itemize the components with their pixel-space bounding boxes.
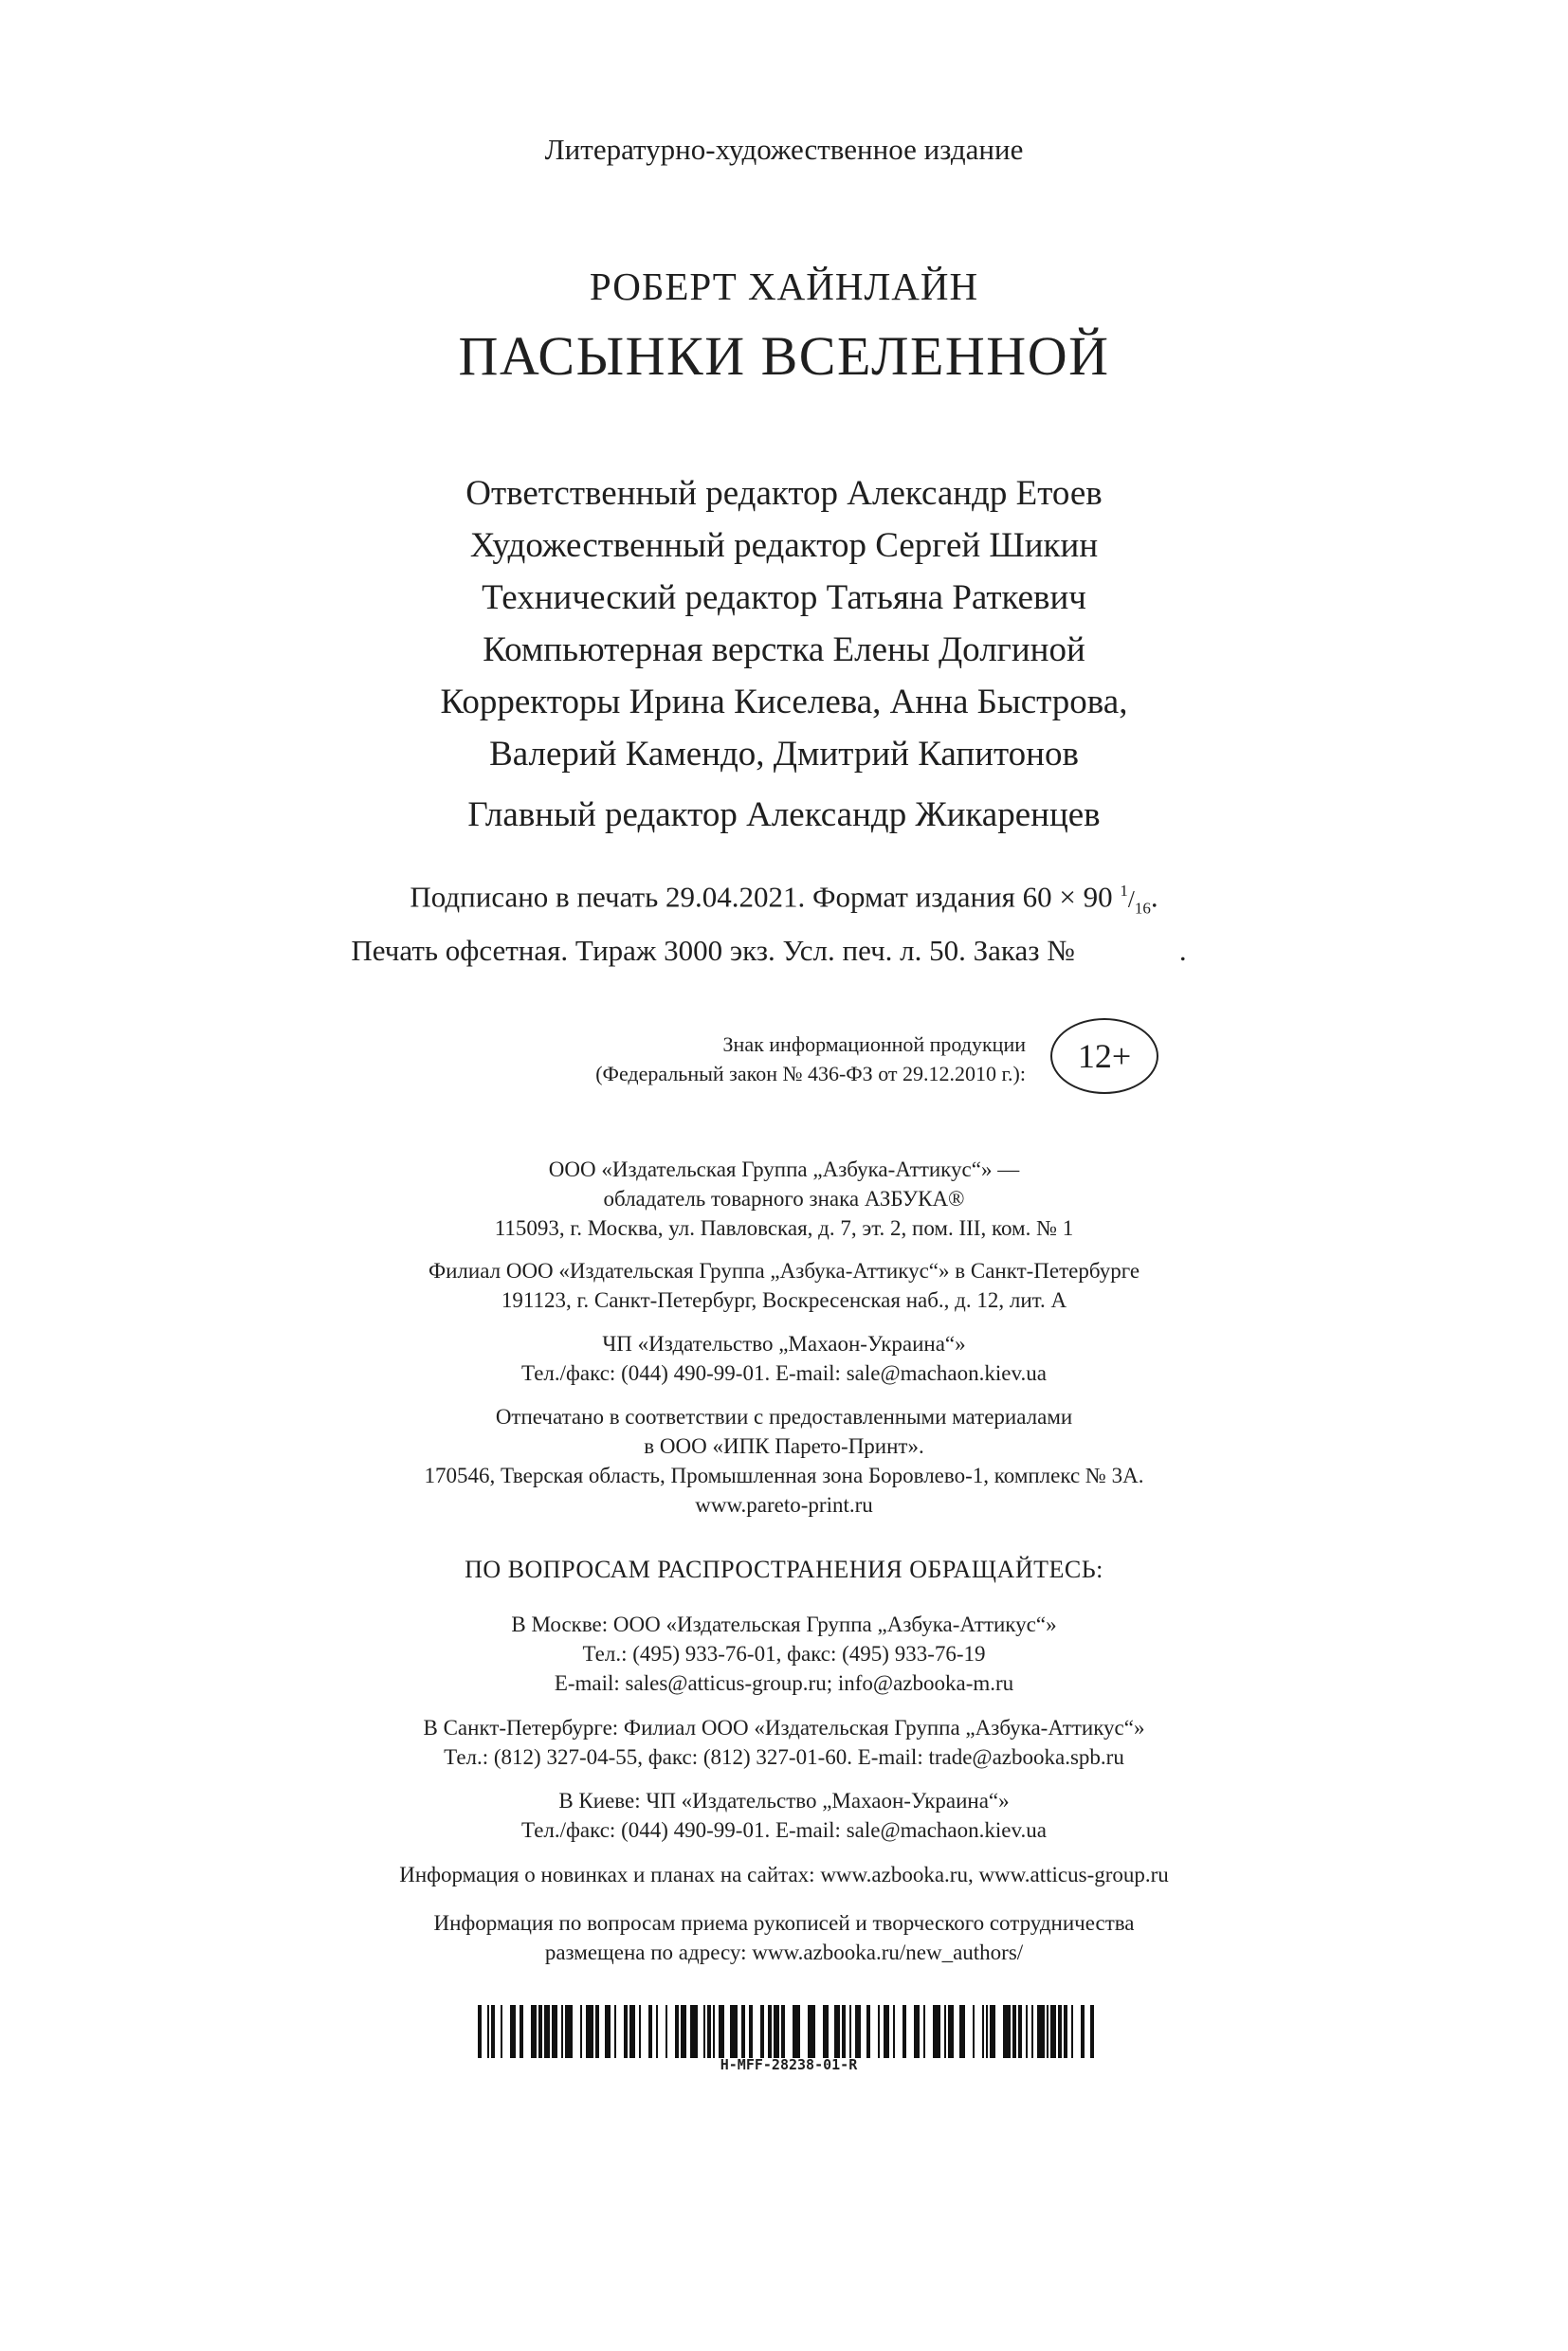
barcode-bar <box>1018 2005 1022 2058</box>
barcode-bar <box>703 2005 705 2058</box>
barcode-bar <box>675 2005 679 2058</box>
barcode-bar <box>793 2005 800 2058</box>
print-info-line-1 <box>0 870 1568 930</box>
distribution-line: В Москве: ООО «Издательская Группа „Азбука-Аттикус“» <box>511 1613 1057 1636</box>
print-info-line-2 <box>0 930 1568 972</box>
barcode-bar <box>1047 2005 1048 2058</box>
chief-editor: Главный редактор Александр Жикаренцев <box>467 795 1101 834</box>
barcode-bar <box>855 2005 861 2058</box>
barcode-bar <box>544 2005 550 2058</box>
edition-type: Литературно-художественное издание <box>544 133 1024 166</box>
barcode-bar <box>959 2005 965 2058</box>
barcode-bar <box>665 2005 667 2058</box>
distribution-line: В Санкт-Петербурге: Филиал ООО «Издательская Группа „Азбука-Аттикус“» <box>423 1716 1145 1740</box>
barcode-bar <box>1031 2005 1033 2058</box>
barcode-bar <box>948 2005 954 2058</box>
barcode-bar <box>914 2005 920 2058</box>
distribution-moscow <box>0 1610 1568 1698</box>
publisher-block <box>0 1155 1568 1243</box>
distribution-spb <box>0 1713 1568 1772</box>
printer-line: 170546, Тверская область, Промышленная зона Боровлево-1, комплекс № 3А. <box>424 1464 1144 1487</box>
barcode-bar <box>774 2005 779 2058</box>
barcode-bar <box>1050 2005 1056 2058</box>
info-sites: Информация о новинках и планах на сайтах: www.azbooka.ru, www.atticus-group.ru <box>399 1863 1169 1886</box>
distribution-kiev <box>0 1786 1568 1845</box>
barcode-bar <box>923 2005 925 2058</box>
barcode-bar <box>520 2005 523 2058</box>
format-slash: / <box>1127 886 1135 913</box>
printer-line: Отпечатано в соответствии с предоставленными материалами <box>495 1405 1073 1429</box>
barcode-bar <box>1058 2005 1062 2058</box>
barcode-bar <box>510 2005 516 2058</box>
barcode-bar <box>1064 2005 1067 2058</box>
print-info <box>0 870 1568 972</box>
credit-line: Художественный редактор Сергей Шикин <box>469 526 1099 565</box>
credit-line: Компьютерная верстка Елены Долгиной <box>483 630 1085 669</box>
barcode-bar <box>1071 2005 1073 2058</box>
manuscripts-line: Информация по вопросам приема рукописей и творческого сотрудничества <box>433 1911 1135 1935</box>
barcode-bar <box>624 2005 628 2058</box>
barcode-bar <box>893 2005 895 2058</box>
barcode-bar <box>842 2005 846 2058</box>
barcode-bar <box>878 2005 880 2058</box>
publisher-branch-block <box>0 1256 1568 1315</box>
barcode-bar <box>605 2005 611 2058</box>
barcode-bar <box>1037 2005 1045 2058</box>
barcode-bar <box>707 2005 711 2058</box>
barcode-bar <box>595 2005 599 2058</box>
distribution-line: Тел.: (812) 327-04-55, факс: (812) 327-01-60. E-mail: trade@azbooka.spb.ru <box>444 1745 1124 1769</box>
barcode-bar <box>749 2005 753 2058</box>
barcode-bar <box>982 2005 984 2058</box>
barcode-bar <box>760 2005 764 2058</box>
manuscripts-line: размещена по адресу: www.azbooka.ru/new_authors/ <box>544 1941 1024 1964</box>
barcode-bar <box>639 2005 641 2058</box>
barcode-bar <box>538 2005 542 2058</box>
staff-credits <box>0 467 1568 780</box>
age-rating-notice <box>0 1018 1568 1094</box>
barcode <box>478 2005 1100 2073</box>
print-info-text: Подписано в печать 29.04.2021. Формат издания 60 × 90 <box>410 880 1113 914</box>
printer-line: www.pareto-print.ru <box>695 1493 873 1517</box>
barcode-bar <box>781 2005 785 2058</box>
barcode-bar <box>648 2005 652 2058</box>
barcode-bar <box>586 2005 593 2058</box>
barcode-bar <box>730 2005 738 2058</box>
barcode-bar <box>741 2005 745 2058</box>
age-rating-badge: 12+ <box>1050 1018 1158 1094</box>
barcode-bar <box>478 2005 482 2058</box>
book-title: ПАСЫНКИ ВСЕЛЕННОЙ <box>458 325 1110 387</box>
print-info-period: . <box>1178 933 1187 967</box>
barcode-bar <box>1003 2005 1011 2058</box>
printer-line: в ООО «ИПК Парето-Принт». <box>644 1434 924 1458</box>
barcode-bar <box>834 2005 840 2058</box>
publisher-line: обладатель товарного знака АЗБУКА® <box>603 1187 965 1211</box>
barcode-bar <box>629 2005 635 2058</box>
publisher-line: ЧП «Издательство „Махаон-Украина“» <box>602 1332 966 1356</box>
barcode-bar <box>986 2005 988 2058</box>
author-name: РОБЕРТ ХАЙНЛАЙН <box>589 264 979 308</box>
publisher-line: 191123, г. Санкт-Петербург, Воскресенская наб., д. 12, лит. А <box>501 1288 1067 1312</box>
barcode-bar <box>713 2005 715 2058</box>
barcode-bar <box>1090 2005 1094 2058</box>
publisher-line: 115093, г. Москва, ул. Павловская, д. 7, эт. 2, пом. III, ком. № 1 <box>494 1216 1074 1240</box>
distribution-heading: ПО ВОПРОСАМ РАСПРОСТРАНЕНИЯ ОБРАЩАЙТЕСЬ: <box>465 1556 1103 1583</box>
age-rating-text <box>400 1030 1026 1088</box>
print-info-period: . <box>1150 880 1158 914</box>
barcode-bar <box>1026 2005 1028 2058</box>
barcode-bar <box>866 2005 870 2058</box>
barcode-bar <box>933 2005 940 2058</box>
credit-line: Ответственный редактор Александр Етоев <box>465 474 1103 513</box>
barcode-bar <box>561 2005 563 2058</box>
barcode-bar <box>884 2005 889 2058</box>
publisher-line: Тел./факс: (044) 490-99-01. E-mail: sale@machaon.kiev.ua <box>521 1361 1047 1385</box>
publisher-line: ООО «Издательская Группа „Азбука-Аттикус“» — <box>548 1157 1020 1181</box>
barcode-bar <box>719 2005 724 2058</box>
barcode-bar <box>973 2005 975 2058</box>
format-numerator: 1 <box>1120 882 1128 900</box>
barcode-bar <box>903 2005 906 2058</box>
distribution-line: Тел./факс: (044) 490-99-01. E-mail: sale@machaon.kiev.ua <box>521 1818 1047 1842</box>
barcode-bar <box>501 2005 502 2058</box>
barcode-bar <box>768 2005 772 2058</box>
barcode-bar <box>614 2005 616 2058</box>
barcode-bar <box>849 2005 851 2058</box>
distribution-line: Тел.: (495) 933-76-01, факс: (495) 933-76-19 <box>582 1642 986 1666</box>
barcode-bar <box>1012 2005 1016 2058</box>
barcode-bar <box>690 2005 698 2058</box>
barcode-bar <box>681 2005 686 2058</box>
barcode-bar <box>990 2005 995 2058</box>
age-rating-line: Знак информационной продукции <box>722 1032 1026 1056</box>
format-denominator: 16 <box>1134 899 1151 918</box>
barcode-bar <box>552 2005 557 2058</box>
age-rating-line: (Федеральный закон № 436-ФЗ от 29.12.2010 г.): <box>595 1062 1026 1085</box>
distribution-line: E-mail: sales@atticus-group.ru; info@azbooka-m.ru <box>554 1671 1014 1695</box>
barcode-bar <box>823 2005 829 2058</box>
barcode-number: H-MFF-28238-01-R <box>720 2056 858 2073</box>
distribution-line: В Киеве: ЧП «Издательство „Махаон-Украина“» <box>558 1789 1010 1813</box>
printer-block <box>0 1402 1568 1520</box>
credit-line: Корректоры Ирина Киселева, Анна Быстрова, <box>440 683 1128 721</box>
barcode-bar <box>944 2005 946 2058</box>
barcode-icon <box>478 2005 1100 2058</box>
barcode-bar <box>580 2005 582 2058</box>
barcode-bar <box>808 2005 815 2058</box>
barcode-bar <box>656 2005 658 2058</box>
barcode-bar <box>491 2005 495 2058</box>
print-info-text: Печать офсетная. Тираж 3000 экз. Усл. печ. л. 50. Заказ № <box>351 933 1075 967</box>
credit-line: Валерий Камендо, Дмитрий Капитонов <box>489 735 1079 774</box>
barcode-bar <box>1081 2005 1085 2058</box>
publisher-ukraine-block <box>0 1329 1568 1388</box>
barcode-bar <box>531 2005 537 2058</box>
info-manuscripts <box>0 1908 1568 1967</box>
barcode-bar <box>565 2005 573 2058</box>
credit-line: Технический редактор Татьяна Раткевич <box>482 578 1086 617</box>
publisher-line: Филиал ООО «Издательская Группа „Азбука-Аттикус“» в Санкт-Петербурге <box>428 1259 1140 1283</box>
barcode-bar <box>487 2005 489 2058</box>
